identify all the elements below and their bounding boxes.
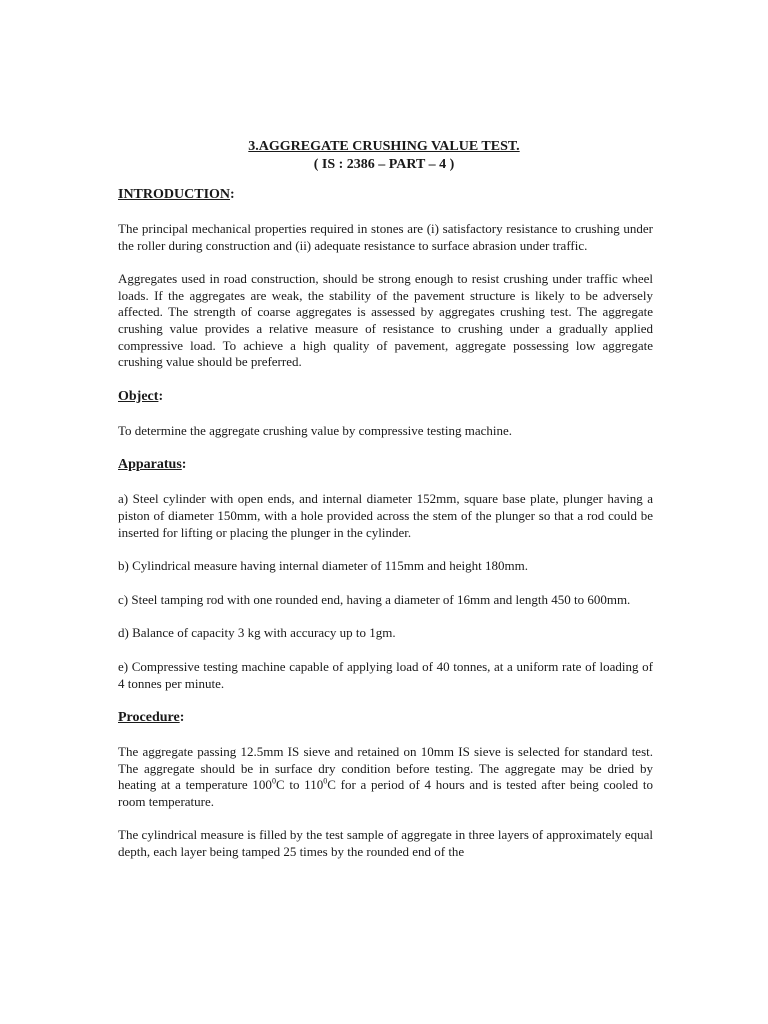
introduction-heading [118, 186, 653, 204]
degree-superscript: 0 [323, 776, 328, 786]
introduction-heading-text: INTRODUCTION [118, 187, 231, 202]
apparatus-heading-text: Apparatus [118, 457, 182, 473]
apparatus-item-d: d) Balance of capacity 3 kg with accuracy up to 1gm. [118, 625, 396, 641]
heading-colon: : [230, 187, 235, 202]
document-body [118, 186, 653, 878]
degree-superscript: 0 [271, 776, 276, 786]
document-subtitle: ( IS : 2386 – PART – 4 ) [313, 157, 455, 172]
object-heading [118, 388, 653, 406]
procedure-heading [118, 709, 653, 727]
introduction-paragraph-2: Aggregates used in road construction, should be strong enough to resist crushing under traffic wheel loads. If the aggregates are weak, the stability of the pavement structure is likely to be adversely affected. The strength of coarse aggregates is assessed by aggregates crushing test. The aggregate crushing value provides a relative measure of resistance to crushing under a gradually applied compressive load. To achieve a high quality of pavement, aggregate possessing low aggregate crushing value should be preferred. [118, 271, 653, 370]
heading-colon: : [158, 388, 164, 404]
title-block [0, 138, 768, 174]
apparatus-heading [118, 456, 653, 474]
introduction-paragraph-1: The principal mechanical properties required in stones are (i) satisfactory resistance to crushing under the roller during construction and (ii) adequate resistance to surface abrasion under traffic. [118, 221, 653, 253]
apparatus-item-e: e) Compressive testing machine capable of applying load of 40 tonnes, at a uniform rate of loading of 4 tonnes per minute. [118, 658, 653, 691]
apparatus-item-a: a) Steel cylinder with open ends, and internal diameter 152mm, square base plate, plunger having a piston of diameter 150mm, with a hole provided across the stem of the plunger so that a rod could be inserted for lifting or placing the plunger in the cylinder. [118, 491, 653, 540]
procedure-paragraph-2: The cylindrical measure is filled by the test sample of aggregate in three layers of approximately equal depth, each layer being tamped 25 times by the rounded end of the [118, 827, 653, 860]
apparatus-item-b: b) Cylindrical measure having internal diameter of 115mm and height 180mm. [118, 558, 528, 574]
object-heading-text: Object [118, 388, 159, 404]
procedure-heading-text: Procedure [118, 710, 180, 726]
heading-colon: : [181, 457, 187, 473]
heading-colon: : [179, 710, 185, 726]
procedure-p1-part-3: C for a period of 4 hours and is tested after being cooled to room temperature. [118, 777, 654, 809]
procedure-p1-part-1: The aggregate passing 12.5mm IS sieve and retained on 10mm IS sieve is selected for standard test. The aggregate should be in surface dry condition before testing. The aggregate may be dried by heating at a temperature 100 [118, 744, 653, 793]
procedure-paragraph-1 [118, 744, 653, 810]
object-text: To determine the aggregate crushing value by compressive testing machine. [118, 422, 513, 438]
document-title: 3.AGGREGATE CRUSHING VALUE TEST. [248, 139, 520, 154]
apparatus-item-c: c) Steel tamping rod with one rounded end, having a diameter of 16mm and length 450 to 600mm. [118, 591, 631, 607]
procedure-p1-part-2: C to 110 [275, 777, 324, 793]
